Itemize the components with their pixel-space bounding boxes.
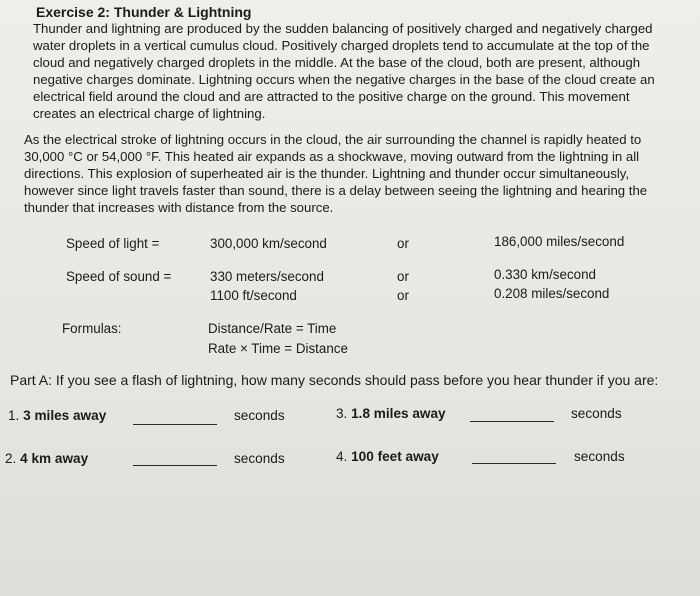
question-number: 4. (336, 449, 348, 464)
question-number: 3. (336, 406, 348, 421)
or-text: or (397, 236, 409, 251)
question-1 (8, 408, 106, 423)
formula-distance: Rate × Time = Distance (208, 341, 348, 356)
unit-label: seconds (234, 451, 285, 466)
question-text: 4 km away (20, 451, 89, 466)
speed-of-light-alt-value: 186,000 miles/second (494, 234, 625, 249)
unit-label: seconds (234, 408, 285, 423)
or-text: or (397, 288, 409, 303)
question-2 (5, 451, 88, 466)
speed-of-light-value: 300,000 km/second (210, 236, 327, 251)
question-text: 100 feet away (351, 449, 439, 464)
speed-of-sound-alt-miles: 0.208 miles/second (494, 286, 610, 301)
speed-of-sound-value-metric: 330 meters/second (210, 269, 324, 284)
question-number: 1. (8, 408, 20, 423)
intro-paragraph: Thunder and lightning are produced by the sudden balancing of positively charged and negatively charged water droplets in a vertical cumulus cloud. Positively charged droplets tend to accumulate at the top of the cloud and negatively charged droplets in the middle. At the base of the cloud, both are present, although negative charges dominate. Lightning occurs when the negative charges in the base of the cloud create an electrical field around the cloud and are attracted to the positive charge on the ground. This movement creates an electrical charge of lightning. (33, 21, 655, 121)
unit-label: seconds (574, 449, 625, 464)
exercise-title: Exercise 2: Thunder & Lightning (36, 4, 252, 20)
question-text: 1.8 miles away (351, 406, 446, 421)
question-number: 2. (5, 451, 17, 466)
speed-of-sound-label: Speed of sound = (66, 269, 172, 284)
formula-time: Distance/Rate = Time (208, 321, 337, 336)
unit-label: seconds (571, 406, 622, 421)
answer-blank-3[interactable] (470, 421, 554, 422)
or-text: or (397, 269, 409, 284)
answer-blank-4[interactable] (472, 463, 556, 464)
answer-blank-2[interactable] (133, 465, 217, 466)
formulas-label: Formulas: (62, 321, 122, 336)
explanation-paragraph: As the electrical stroke of lightning occurs in the cloud, the air surrounding the channel is rapidly heated to 30,000 °C or 54,000 °F. This heated air expands as a shockwave, moving outward from the lightning in all directions. This explosion of superheated air is the thunder. Lightning and thunder occur simultaneously, however since light travels faster than sound, there is a delay between seeing the lightning and hearing the thunder that increases with distance from the source. (24, 132, 648, 215)
question-3 (336, 406, 446, 421)
question-4 (336, 449, 439, 464)
speed-of-sound-value-imperial: 1100 ft/second (210, 288, 297, 303)
part-a-prompt: Part A: If you see a flash of lightning, how many seconds should pass before you hear thunder if you are: (10, 372, 659, 388)
answer-blank-1[interactable] (133, 424, 217, 425)
speed-of-sound-alt-km: 0.330 km/second (494, 267, 596, 282)
question-text: 3 miles away (23, 408, 107, 423)
speed-of-light-label: Speed of light = (66, 236, 160, 251)
